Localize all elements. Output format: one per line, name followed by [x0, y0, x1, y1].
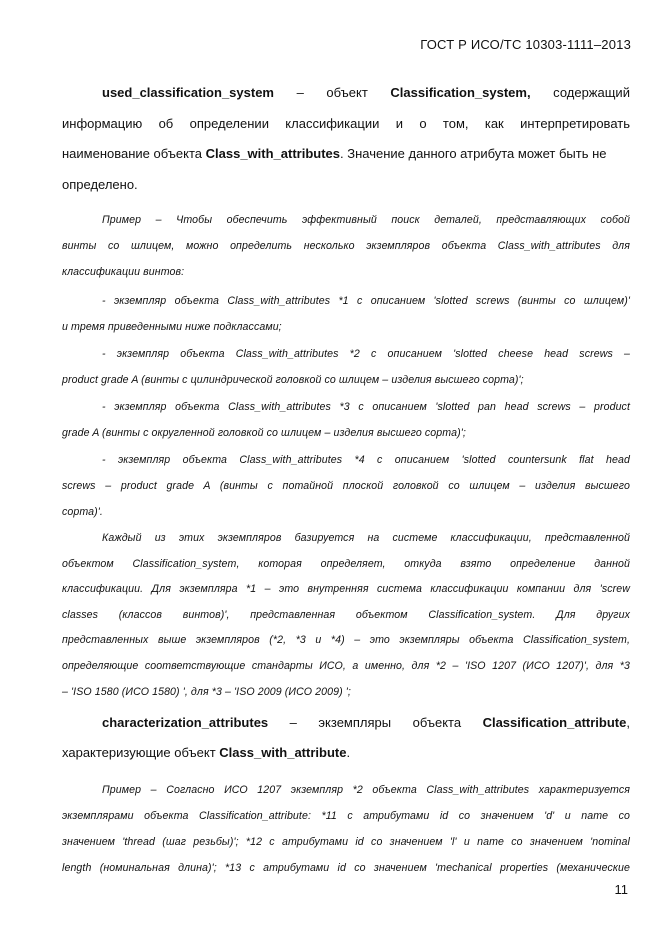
example1-bullet2-line-2: product grade A (винты с цилиндрической головкой со шлицем – изделия высшего сорта)';: [62, 374, 524, 386]
para1-line-3: наименование объекта Class_with_attributes. Значение данного атрибута может быть не: [62, 146, 607, 161]
example1-para-line-5: представленных выше экземпляров (*2, *3 и *4) – это экземпляры объекта Classification_system,: [62, 634, 630, 646]
example1-line-2: винты со шлицем, можно определить несколько экземпляров объекта Class_with_attributes для: [62, 240, 630, 252]
example1-bullet2-line-1: - экземпляр объекта Class_with_attributes *2 с описанием 'slotted cheese head screws –: [102, 348, 630, 360]
term-characterization-attributes: characterization_attributes: [102, 715, 269, 730]
example1-para-line-4: classes (классов винтов)', представленная объектом Classification_system. Для других: [62, 609, 630, 621]
page-header: ГОСТ Р ИСО/ТС 10303-1111–2013: [420, 37, 631, 52]
example1-para-line-3: классификации. Для экземпляра *1 – это внутренняя система классификации компании для 'screw: [62, 583, 630, 595]
example2-line-3: значением 'thread (шаг резьбы)'; *12 с атрибутами id со значением 'l' и name со значением 'nominal: [62, 836, 630, 848]
example2-line-1: Пример – Согласно ИСО 1207 экземпляр *2 объекта Class_with_attributes характеризуется: [102, 784, 630, 796]
example1-bullet4-line-3: сорта)'.: [62, 506, 103, 518]
para2-line-1: characterization_attributes – экземпляры объекта Classification_attribute,: [102, 715, 630, 730]
example2-line-2: экземплярами объекта Classification_attribute: *11 с атрибутами id со значением 'd' и name со: [62, 810, 630, 822]
example1-line-3: классификации винтов:: [62, 266, 185, 278]
para1-line-2: информацию об определении классификации и о том, как интерпретировать: [62, 116, 630, 131]
example1-para-line-7: – 'ISO 1580 (ИСО 1580) ', для *3 – 'ISO 2009 (ИСО 2009) ';: [62, 686, 351, 698]
example1-line-1: Пример – Чтобы обеспечить эффективный поиск деталей, представляющих собой: [102, 214, 630, 226]
example1-para-line-1: Каждый из этих экземпляров базируется на системе классификации, представленной: [102, 532, 630, 544]
para2-line-2: характеризующие объект Class_with_attribute.: [62, 745, 351, 760]
example1-para-line-2: объектом Classification_system, которая определяет, откуда взято определение данной: [62, 558, 630, 570]
example1-bullet3-line-1: - экземпляр объекта Class_with_attributes *3 с описанием 'slotted pan head screws – product: [102, 401, 630, 413]
example1-bullet3-line-2: grade A (винты с округленной головкой со шлицем – изделия высшего сорта)';: [62, 427, 466, 439]
example1-bullet4-line-1: - экземпляр объекта Class_with_attributes *4 с описанием 'slotted countersunk flat head: [102, 454, 630, 466]
term-used-classification-system: used_classification_system: [102, 85, 274, 100]
para1-line-1: used_classification_system – объект Classification_system, содержащий: [102, 85, 630, 100]
example1-para-line-6: определяющие соответствующие стандарты ИСО, а именно, для *2 – 'ISO 1207 (ИСО 1207)', для *3: [62, 660, 630, 672]
example1-bullet4-line-2: screws – product grade A (винты с потайной плоской головкой со шлицем – изделия высшего: [62, 480, 630, 492]
example1-bullet1-line-2: и тремя приведенными ниже подклассами;: [62, 321, 282, 333]
page-number: 11: [614, 882, 628, 897]
example2-line-4: length (номинальная длина)'; *13 с атрибутами id со значением 'mechanical properties (механические: [62, 862, 630, 874]
example1-bullet1-line-1: - экземпляр объекта Class_with_attributes *1 с описанием 'slotted screws (винты со шлицем)': [102, 295, 630, 307]
para1-line-4: определено.: [62, 177, 138, 192]
